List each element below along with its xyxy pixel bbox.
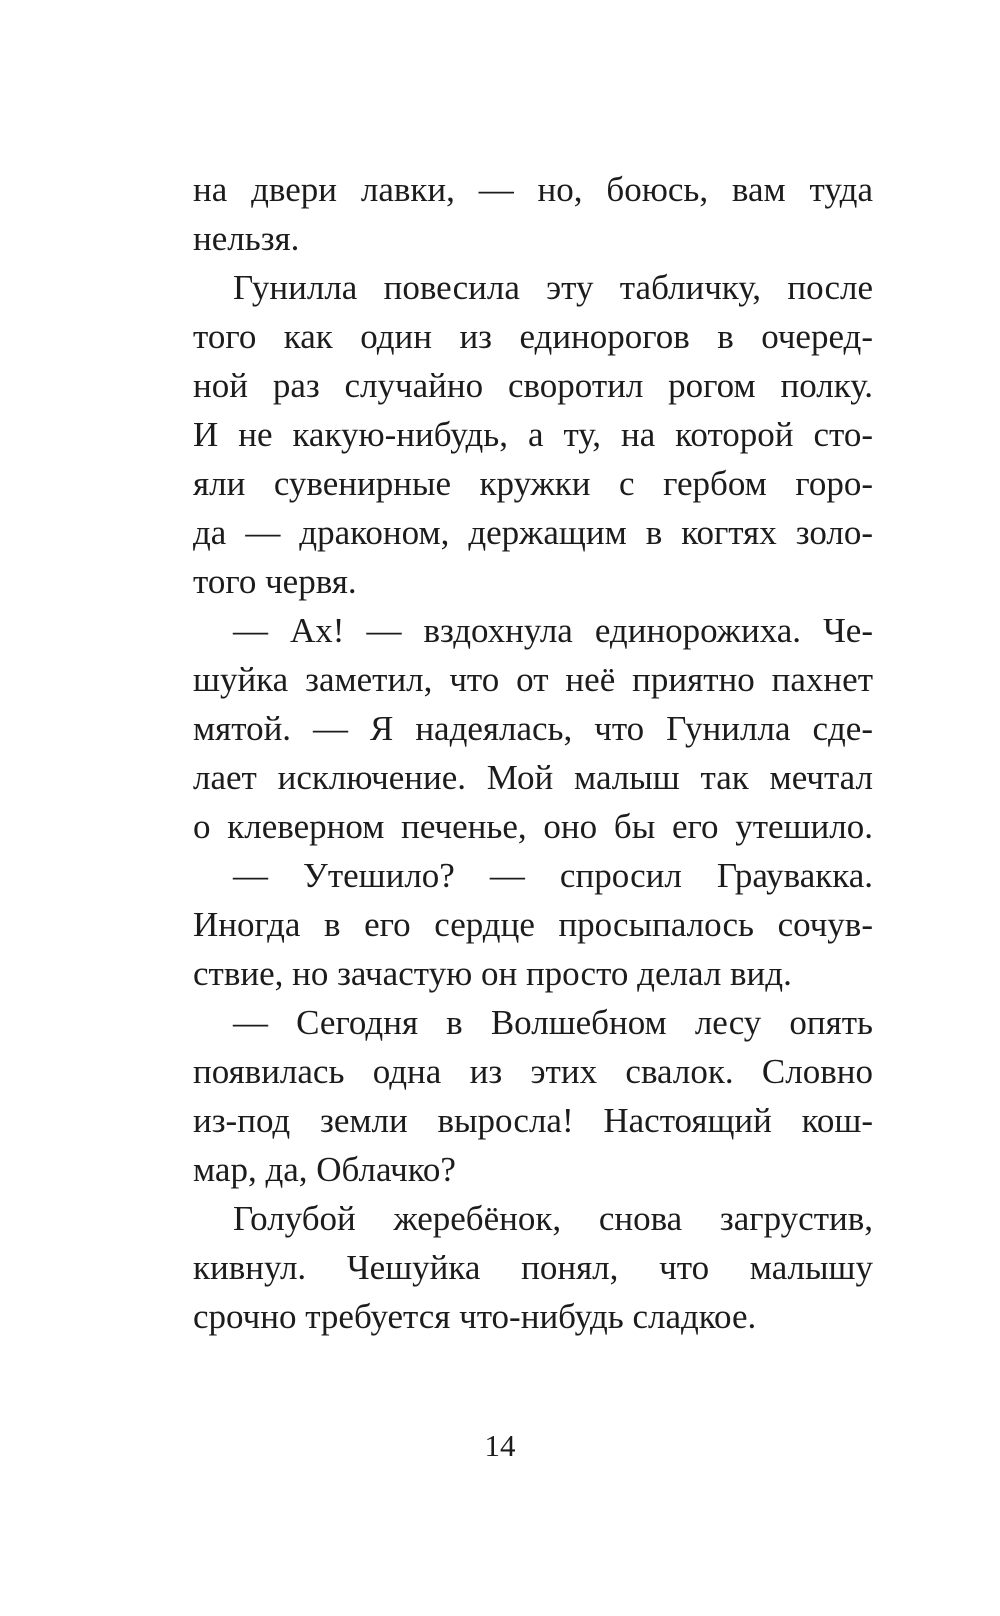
page-number: 14 — [484, 1428, 516, 1463]
text-line: да — драконом, держащим в когтях золо- — [193, 513, 873, 552]
text-line: Голубой жеребёнок, снова загрустив, — [233, 1199, 873, 1238]
text-line: из-под земли выросла! Настоящий кош- — [193, 1101, 873, 1140]
text-line: нельзя. — [193, 219, 300, 258]
text-line: того червя. — [193, 562, 357, 601]
text-line: — Утешило? — спросил Граувакка. — [233, 856, 873, 895]
text-line: шуйка заметил, что от неё приятно пахнет — [193, 660, 873, 699]
text-line: Иногда в его сердце просыпалось сочув- — [193, 905, 873, 944]
text-line: ной раз случайно своротил рогом полку. — [193, 366, 873, 405]
text-line: мятой. — Я надеялась, что Гунилла сде- — [193, 709, 873, 748]
text-line: — Сегодня в Волшебном лесу опять — [233, 1003, 873, 1042]
text-line: лает исключение. Мой малыш так мечтал — [193, 758, 873, 797]
text-line: того как один из единорогов в очеред- — [193, 317, 873, 356]
text-line: яли сувенирные кружки с гербом горо- — [193, 464, 873, 503]
text-line: на двери лавки, — но, боюсь, вам туда — [193, 170, 873, 209]
body-text — [193, 165, 873, 1341]
text-line: Гунилла повесила эту табличку, после — [233, 268, 873, 307]
text-line: мар, да, Облачко? — [193, 1150, 456, 1189]
text-line: кивнул. Чешуйка понял, что малышу — [193, 1248, 873, 1287]
text-line: И не какую-нибудь, а ту, на которой сто- — [193, 415, 873, 454]
text-line: о клеверном печенье, оно бы его утешило. — [193, 807, 873, 846]
text-line: срочно требуется что-нибудь сладкое. — [193, 1297, 757, 1336]
text-line: ствие, но зачастую он просто делал вид. — [193, 954, 792, 993]
text-line: появилась одна из этих свалок. Словно — [193, 1052, 873, 1091]
text-line: — Ах! — вздохнула единорожиха. Че- — [233, 611, 873, 650]
